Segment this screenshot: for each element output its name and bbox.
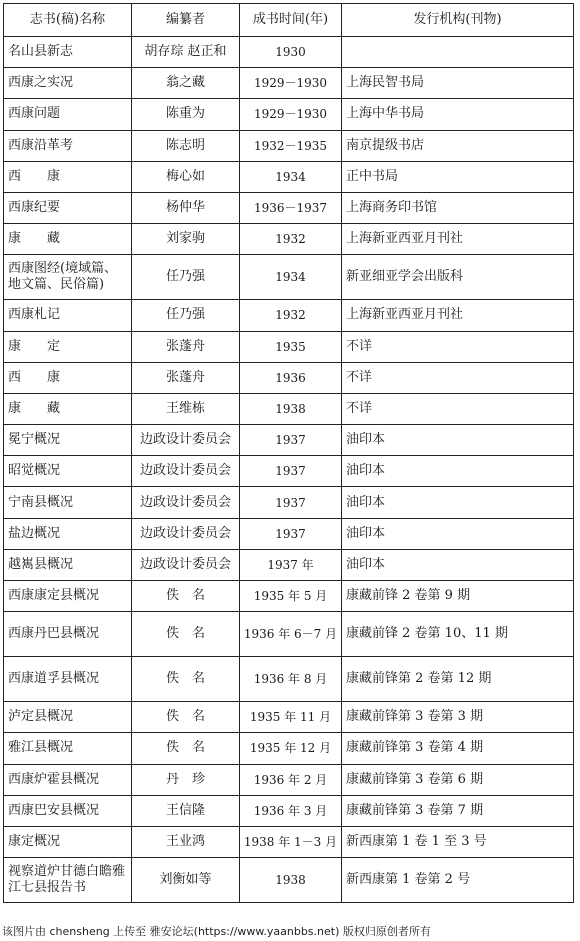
cell-year: 1936 (240, 362, 342, 393)
cell-year: 1938 年 1－3 月 (240, 826, 342, 857)
cell-publisher: 正中书局 (342, 161, 574, 192)
cell-author: 边政设计委员会 (132, 549, 240, 580)
table-row (4, 456, 574, 487)
cell-publisher: 上海中华书局 (342, 99, 574, 130)
cell-name: 西康图经(境域篇、地文篇、民俗篇) (4, 255, 132, 300)
header-row (4, 4, 574, 37)
cell-year: 1936 年 6－7 月 (240, 612, 342, 657)
cell-name: 康 藏 (4, 393, 132, 424)
cell-publisher: 油印本 (342, 456, 574, 487)
table-row (4, 68, 574, 99)
table-row (4, 858, 574, 903)
cell-author: 王维栋 (132, 393, 240, 424)
cell-publisher: 康藏前锋第 3 卷第 7 期 (342, 795, 574, 826)
cell-name: 西康丹巴县概况 (4, 612, 132, 657)
cell-author: 丹 珍 (132, 764, 240, 795)
cell-publisher: 不详 (342, 362, 574, 393)
cell-author: 佚 名 (132, 581, 240, 612)
cell-publisher: 康藏前锋第 3 卷第 6 期 (342, 764, 574, 795)
cell-publisher: 上海新亚西亚月刊社 (342, 224, 574, 255)
cell-publisher: 新西康第 1 卷第 2 号 (342, 858, 574, 903)
table-row (4, 300, 574, 331)
table-row (4, 393, 574, 424)
cell-year: 1936 年 8 月 (240, 657, 342, 702)
header-publisher: 发行机构(刊物) (342, 4, 574, 37)
cell-author: 佚 名 (132, 733, 240, 764)
cell-author: 梅心如 (132, 161, 240, 192)
cell-publisher: 油印本 (342, 425, 574, 456)
cell-name: 盐边概况 (4, 518, 132, 549)
cell-name: 越嶲县概况 (4, 549, 132, 580)
cell-year: 1936 年 2 月 (240, 764, 342, 795)
cell-year: 1929－1930 (240, 68, 342, 99)
table-row (4, 795, 574, 826)
cell-author: 边政设计委员会 (132, 487, 240, 518)
cell-author: 刘家驹 (132, 224, 240, 255)
cell-year: 1937 (240, 487, 342, 518)
cell-author: 边政设计委员会 (132, 518, 240, 549)
cell-name: 西康之实况 (4, 68, 132, 99)
table-row (4, 425, 574, 456)
cell-publisher (342, 37, 574, 68)
cell-name: 名山县新志 (4, 37, 132, 68)
cell-author: 翁之藏 (132, 68, 240, 99)
cell-year: 1932－1935 (240, 130, 342, 161)
cell-year: 1938 (240, 393, 342, 424)
cell-year: 1936 年 3 月 (240, 795, 342, 826)
cell-author: 王业鸿 (132, 826, 240, 857)
cell-publisher: 康藏前锋第 2 卷第 12 期 (342, 657, 574, 702)
table-row (4, 581, 574, 612)
upload-caption: 该图片由 chensheng 上传至 雅安论坛(https://www.yaanbbs.net) 版权归原创者所有 (2, 925, 431, 938)
table-row (4, 826, 574, 857)
cell-name: 西康巴安县概况 (4, 795, 132, 826)
table-row (4, 224, 574, 255)
table-row (4, 733, 574, 764)
cell-author: 佚 名 (132, 657, 240, 702)
header-author: 编纂者 (132, 4, 240, 37)
cell-author: 边政设计委员会 (132, 425, 240, 456)
cell-name: 西康问题 (4, 99, 132, 130)
cell-name: 康定概况 (4, 826, 132, 857)
cell-publisher: 不详 (342, 331, 574, 362)
cell-year: 1935 (240, 331, 342, 362)
cell-publisher: 上海民智书局 (342, 68, 574, 99)
cell-publisher: 新亚细亚学会出版科 (342, 255, 574, 300)
cell-name: 西康炉霍县概况 (4, 764, 132, 795)
cell-author: 陈志明 (132, 130, 240, 161)
cell-year: 1937 (240, 518, 342, 549)
cell-publisher: 南京提级书店 (342, 130, 574, 161)
cell-name: 雅江县概况 (4, 733, 132, 764)
table-row (4, 99, 574, 130)
cell-name: 康 定 (4, 331, 132, 362)
cell-publisher: 油印本 (342, 549, 574, 580)
cell-author: 边政设计委员会 (132, 456, 240, 487)
cell-name: 昭觉概况 (4, 456, 132, 487)
table-row (4, 255, 574, 300)
cell-publisher: 上海新亚西亚月刊社 (342, 300, 574, 331)
header-name: 志书(稿)名称 (4, 4, 132, 37)
cell-name: 西康道孚县概况 (4, 657, 132, 702)
cell-name: 冕宁概况 (4, 425, 132, 456)
cell-year: 1932 (240, 224, 342, 255)
cell-name: 视察道炉甘德白瞻雅江七县报告书 (4, 858, 132, 903)
cell-name: 西康沿革考 (4, 130, 132, 161)
table-row (4, 192, 574, 223)
header-year: 成书时间(年) (240, 4, 342, 37)
cell-name: 宁南县概况 (4, 487, 132, 518)
cell-author: 任乃强 (132, 300, 240, 331)
cell-author: 张蓬舟 (132, 331, 240, 362)
table-row (4, 612, 574, 657)
cell-publisher: 康藏前锋 2 卷第 9 期 (342, 581, 574, 612)
cell-name: 泸定县概况 (4, 702, 132, 733)
cell-author: 陈重为 (132, 99, 240, 130)
cell-author: 张蓬舟 (132, 362, 240, 393)
cell-publisher: 康藏前锋第 3 卷第 4 期 (342, 733, 574, 764)
cell-publisher: 康藏前锋第 3 卷第 3 期 (342, 702, 574, 733)
table-row (4, 657, 574, 702)
cell-name: 西康纪要 (4, 192, 132, 223)
cell-year: 1934 (240, 255, 342, 300)
cell-year: 1930 (240, 37, 342, 68)
cell-publisher: 新西康第 1 卷 1 至 3 号 (342, 826, 574, 857)
cell-publisher: 康藏前锋 2 卷第 10、11 期 (342, 612, 574, 657)
table-body (4, 37, 574, 903)
cell-author: 王信隆 (132, 795, 240, 826)
table-row (4, 161, 574, 192)
cell-name: 西康康定县概况 (4, 581, 132, 612)
gazetteer-table (3, 3, 574, 903)
cell-year: 1937 (240, 425, 342, 456)
cell-name: 康 藏 (4, 224, 132, 255)
cell-year: 1935 年 11 月 (240, 702, 342, 733)
cell-year: 1938 (240, 858, 342, 903)
table-row (4, 331, 574, 362)
table-row (4, 130, 574, 161)
cell-publisher: 油印本 (342, 518, 574, 549)
cell-year: 1936－1937 (240, 192, 342, 223)
table-row (4, 702, 574, 733)
table-row (4, 764, 574, 795)
cell-year: 1937 (240, 456, 342, 487)
table-row (4, 518, 574, 549)
cell-year: 1937 年 (240, 549, 342, 580)
cell-year: 1929－1930 (240, 99, 342, 130)
cell-author: 任乃强 (132, 255, 240, 300)
table-row (4, 487, 574, 518)
table-row (4, 37, 574, 68)
table-row (4, 549, 574, 580)
cell-publisher: 油印本 (342, 487, 574, 518)
cell-author: 佚 名 (132, 702, 240, 733)
cell-name: 西康札记 (4, 300, 132, 331)
cell-publisher: 上海商务印书馆 (342, 192, 574, 223)
cell-author: 杨仲华 (132, 192, 240, 223)
cell-name: 西 康 (4, 362, 132, 393)
cell-author: 佚 名 (132, 612, 240, 657)
cell-year: 1935 年 12 月 (240, 733, 342, 764)
document-page (3, 3, 574, 903)
cell-author: 刘衡如等 (132, 858, 240, 903)
cell-year: 1935 年 5 月 (240, 581, 342, 612)
cell-author: 胡存琮 赵正和 (132, 37, 240, 68)
table-row (4, 362, 574, 393)
cell-year: 1932 (240, 300, 342, 331)
cell-publisher: 不详 (342, 393, 574, 424)
cell-year: 1934 (240, 161, 342, 192)
cell-name: 西 康 (4, 161, 132, 192)
